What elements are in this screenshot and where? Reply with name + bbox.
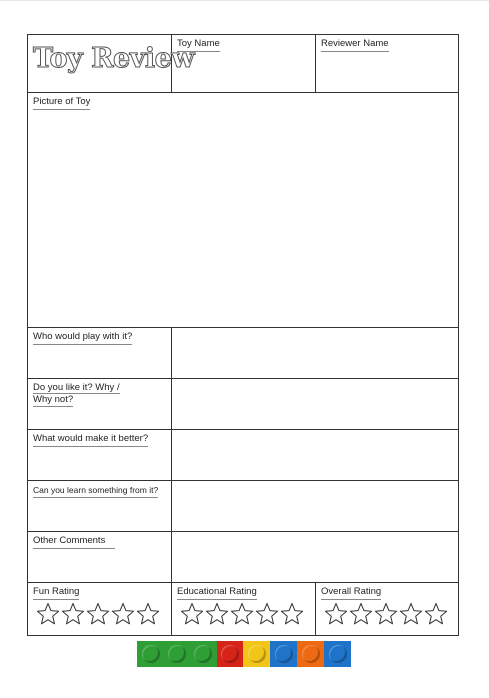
yellow-brick	[243, 641, 270, 667]
answer-comments-field[interactable]	[172, 532, 458, 583]
overall-rating-stars[interactable]	[324, 602, 448, 626]
what-better-label: What would make it better?	[33, 433, 148, 447]
star-icon[interactable]	[111, 602, 135, 626]
overall-rating-cell	[316, 583, 458, 635]
star-icon[interactable]	[86, 602, 110, 626]
reviewer-name-cell[interactable]	[316, 35, 458, 93]
toy-name-cell[interactable]	[172, 35, 316, 93]
page-title: Toy Review	[33, 43, 195, 74]
answer-better-field[interactable]	[172, 430, 458, 481]
star-icon[interactable]	[349, 602, 373, 626]
blue-brick-2	[324, 641, 351, 667]
answer-who-field[interactable]	[172, 328, 458, 379]
brick-stud	[194, 645, 212, 663]
lego-brick-decoration	[137, 641, 351, 667]
question-learn-cell	[28, 481, 172, 532]
picture-area[interactable]	[28, 93, 458, 328]
do-you-like-label	[33, 382, 133, 408]
star-icon[interactable]	[61, 602, 85, 626]
do-you-like-line2: Why not?	[33, 394, 74, 405]
question-who-cell	[28, 328, 172, 379]
orange-brick	[297, 641, 324, 667]
star-icon[interactable]	[324, 602, 348, 626]
fun-rating-label: Fun Rating	[33, 586, 79, 600]
question-like-cell	[28, 379, 172, 430]
star-icon[interactable]	[230, 602, 254, 626]
answer-like-field[interactable]	[172, 379, 458, 430]
fun-rating-stars[interactable]	[36, 602, 160, 626]
overall-rating-label: Overall Rating	[321, 586, 381, 600]
star-icon[interactable]	[180, 602, 204, 626]
star-icon[interactable]	[205, 602, 229, 626]
question-comments-cell	[28, 532, 172, 583]
who-would-play-label: Who would play with it?	[33, 331, 132, 345]
toy-name-label: Toy Name	[177, 38, 220, 52]
learn-something-label: Can you learn something from it?	[33, 484, 158, 498]
title-cell	[28, 35, 195, 93]
toy-review-sheet	[27, 34, 459, 636]
brick-stud	[329, 645, 347, 663]
brick-stud	[142, 645, 160, 663]
brick-stud	[275, 645, 293, 663]
picture-label: Picture of Toy	[33, 96, 90, 110]
brick-stud	[248, 645, 266, 663]
star-icon[interactable]	[374, 602, 398, 626]
brick-stud	[302, 645, 320, 663]
reviewer-name-label: Reviewer Name	[321, 38, 389, 52]
star-icon[interactable]	[424, 602, 448, 626]
question-better-cell	[28, 430, 172, 481]
other-comments-label: Other Comments	[33, 535, 115, 549]
page-top-edge	[0, 0, 489, 1]
do-you-like-line1: Do you like it? Why /	[33, 382, 120, 393]
star-icon[interactable]	[280, 602, 304, 626]
brick-stud	[168, 645, 186, 663]
star-icon[interactable]	[136, 602, 160, 626]
red-brick	[217, 641, 243, 667]
fun-rating-cell	[28, 583, 172, 635]
educational-rating-label: Educational Rating	[177, 586, 257, 600]
blue-brick	[270, 641, 297, 667]
star-icon[interactable]	[36, 602, 60, 626]
answer-learn-field[interactable]	[172, 481, 458, 532]
educational-rating-stars[interactable]	[180, 602, 304, 626]
brick-stud	[221, 645, 239, 663]
star-icon[interactable]	[399, 602, 423, 626]
green-brick	[137, 641, 217, 667]
star-icon[interactable]	[255, 602, 279, 626]
educational-rating-cell	[172, 583, 316, 635]
